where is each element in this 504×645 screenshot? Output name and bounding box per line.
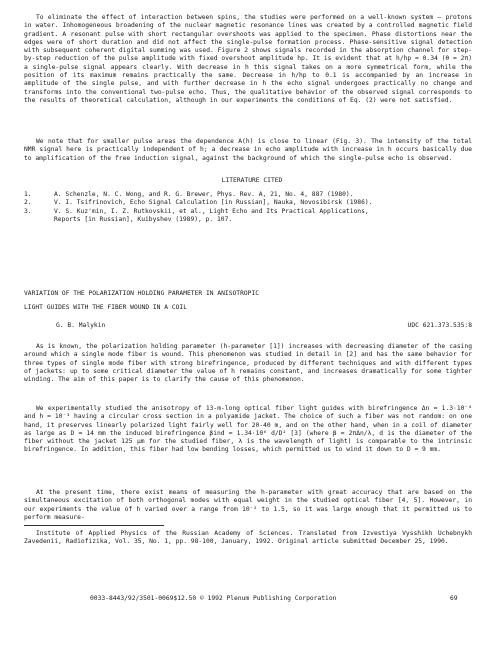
- body-paragraph-1: To eliminate the effect of interaction between spins, the studies were performed on a well-known system — protons in water. Inhomogeneous broadening of the nuclear magnetic resonance lines was created by a controlled magnetic field gradient. A resonant pulse with short rectangular overshoots was applied to the specimen. Phase distortions near the edges were of short duration and did not affect the single-pulse formation process. Phase-sensitive signal detection with subsequent coherent digital summing was used. Figure 2 shows signals recorded in the absorption channel for step-by-step reduction of the pulse amplitude with fixed overshoot amplitude hp. It is evident that at h/hp = 0.34 (θ = 2π) a single-pulse signal appears clearly. With decrease in h this signal takes on a more symmetrical form, while the position of its maximum remains practically the same. Decrease in h/hp to 0.1 is accompanied by an increase in amplitude of the single pulse, and with further decrease in h the echo signal undergoes practically no change and transforms into the conventional two-pulse echo. Thus, the qualitative behavior of the observed signal corresponds to the results of theoretical calculation, although in our experiments the conditions of Eq. (2) were not satisfied.: [24, 14, 472, 104]
- article-paragraph-2: We experimentally studied the anisotropy of 13-m-long optical fiber light guides with birefringence Δn = 1.3·10⁻⁴ and h = 10⁻³ having a circular cross section in a polyamide jacket. The choice of such a fiber was not random: on one hand, it preserves linearly polarized light fairly well for 20-40 m, and on the other hand, when in a coil of diameter as large as D = 14 mm the induced birefringence βind = 1.34·10⁶ d/D² [3] (where β = 2πΔn/λ, d is the diameter of the fiber without the jacket 125 μm for the studied fiber, λ is the wavelength of light) is comparable to the intrinsic birefringence. In addition, this fiber had low bending losses, which permitted us to wind it down to D = 9 mm.: [24, 405, 472, 454]
- reference-number: 1.: [24, 191, 32, 198]
- reference-text: A. Schenzle, N. C. Wong, and R. G. Brewer, Phys. Rev. A, 21, No. 4, 887 (1980).: [54, 191, 354, 198]
- reference-item: [24, 199, 472, 207]
- reference-item: [24, 208, 472, 225]
- footnote-rule: [24, 525, 164, 526]
- reference-text: V. I. Tsifrinovich, Echo Signal Calculation [in Russian], Nauka, Novosibirsk (1986).: [54, 199, 373, 207]
- body-paragraph-2: We note that for smaller pulse areas the dependence A(h) is close to linear (Fig. 3). The intensity of the total NMR signal here is practically independent of h; a decrease in echo amplitude with increase in h occurs basically due to amplification of the free induction signal, against the background of which the single-pulse echo is observed.: [24, 138, 472, 162]
- article-title-line-1: VARIATION OF THE POLARIZATION HOLDING PARAMETER IN ANISOTROPIC: [24, 290, 260, 297]
- page-number: 69: [450, 595, 458, 602]
- reference-number: 3.: [24, 207, 32, 215]
- footnote: Institute of Applied Physics of the Russian Academy of Sciences. Translated from Izvestiya Vysshikh Uchebnykh Zavedenii, Radiofizika, Vol. 35, No. 1, pp. 98-100, January, 1992. Original article submitted December 25, 1990.: [24, 530, 472, 546]
- copyright-line: 0033-8443/92/3501-0069$12.50 © 1992 Plenum Publishing Corporation: [90, 595, 337, 602]
- author-name: G. B. Malykin: [56, 322, 106, 329]
- article-title-line-2: LIGHT GUIDES WITH THE FIBER WOUND IN A COIL: [24, 304, 188, 311]
- reference-list: [24, 191, 472, 224]
- reference-item: [24, 191, 472, 199]
- article-paragraph-3: At the present time, there exist means of measuring the h-parameter with great accuracy that are based on the simultaneous excitation of both orthogonal modes with equal weight in the studied optical fiber [4, 5]. However, in our experiments the value of h varied over a range from 10⁻² to 1.5, so it was large enough that it permitted us to perform measure-: [24, 489, 472, 521]
- reference-text: V. S. Kuz'min, I. Z. Rutkovskii, et al., Light Echo and Its Practical Applications, Reports [in Russian], Kuibyshev (1989), p. 107.: [54, 207, 369, 223]
- article-paragraph-1: As is known, the polarization holding parameter (h-parameter [1]) increases with decreasing diameter of the casing around which a single mode fiber is wound. This phenomenon was studied in detail in [2] and has the same behavior for three types of single mode fiber with strong birefringence, produced by different techniques and with different types of jackets: up to some critical diameter the value of h remains constant, and increases dramatically for some tighter winding. The aim of this paper is to clarify the cause of this phenomenon.: [24, 343, 472, 384]
- literature-heading: LITERATURE CITED: [221, 177, 283, 184]
- reference-number: 2.: [24, 199, 32, 207]
- udc-code: UDC 621.373.535:8: [407, 322, 472, 329]
